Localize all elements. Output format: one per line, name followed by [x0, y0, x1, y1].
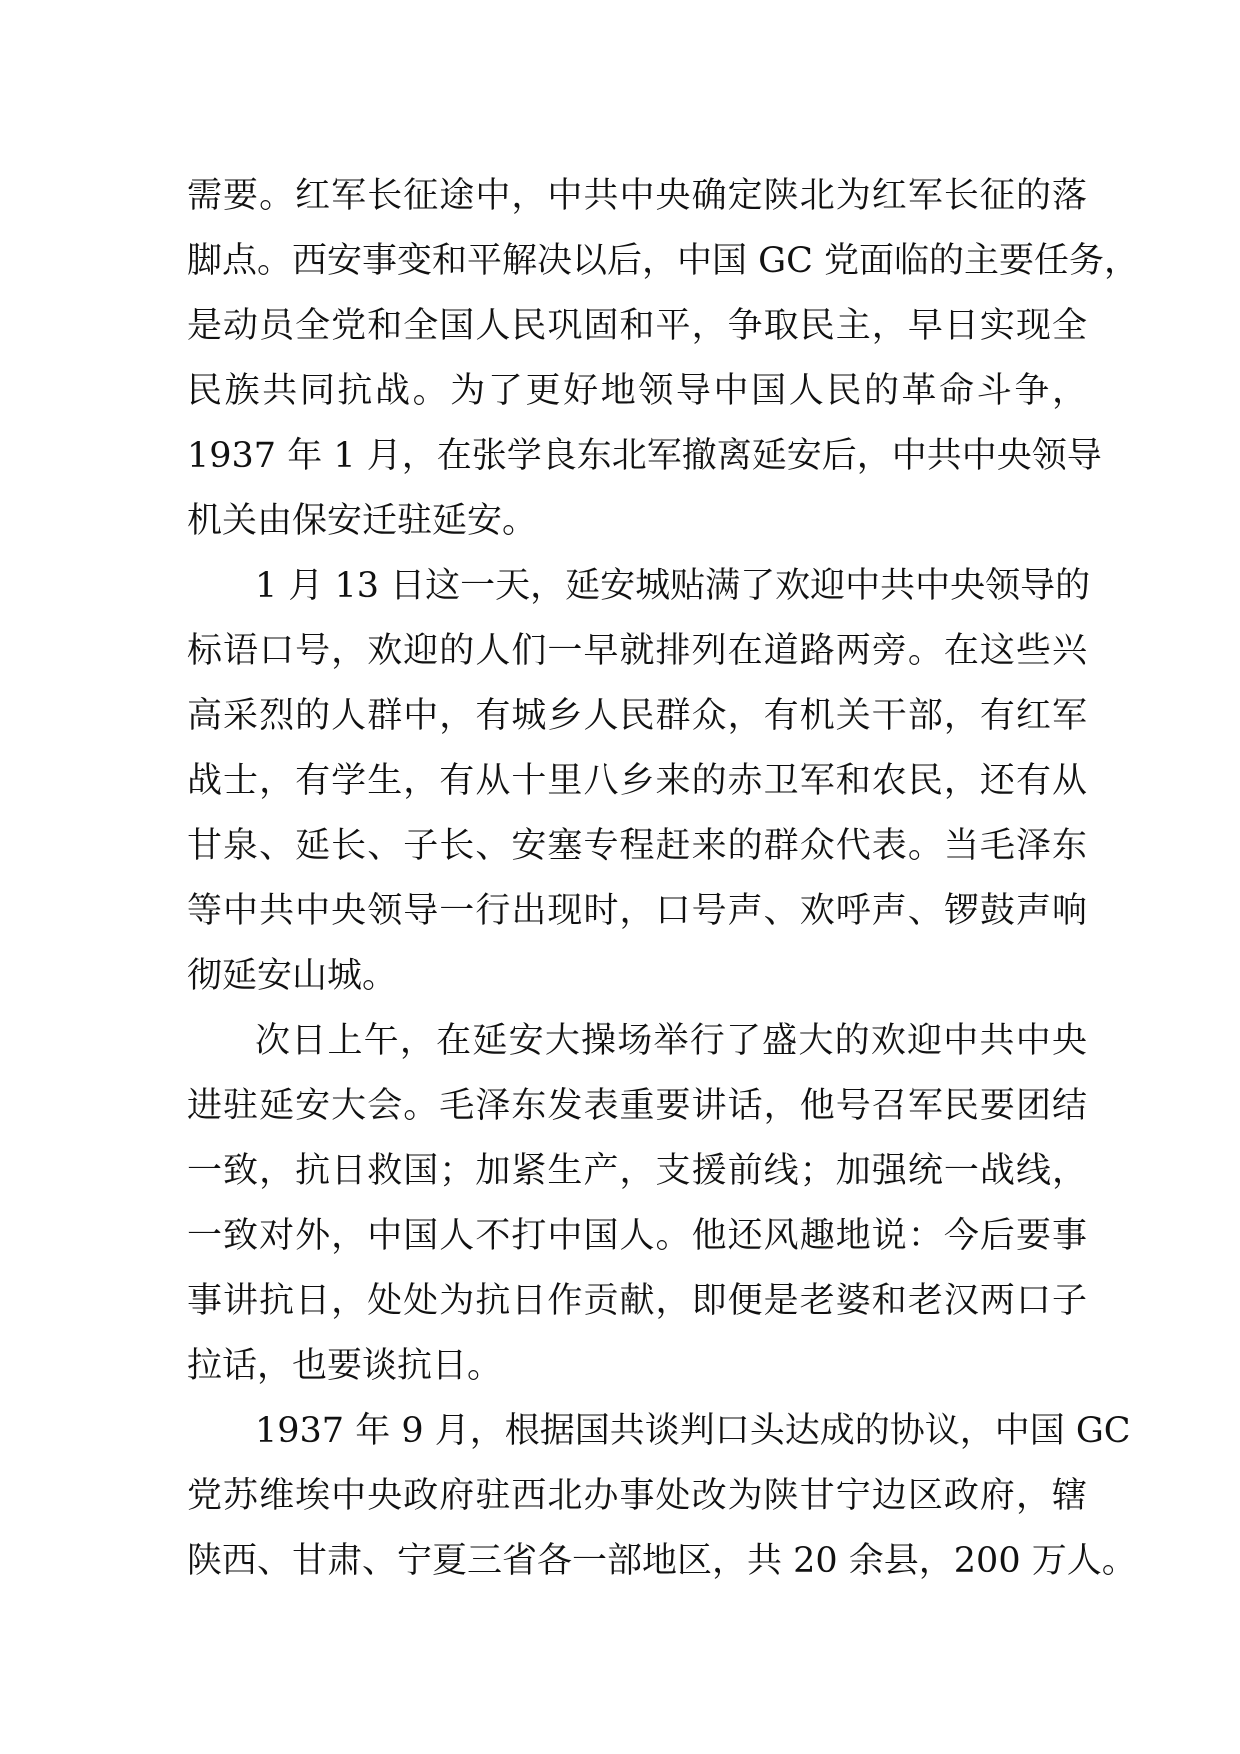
- text-line: 1937 年 9 月，根据国共谈判口头达成的协议，中国 GC: [255, 1411, 1131, 1451]
- text-line: 1937 年 1 月，在张学良东北军撤离延安后，中共中央领导: [187, 436, 1102, 476]
- text-line: 陕西、甘肃、宁夏三省各一部地区，共 20 余县，200 万人。: [187, 1541, 1137, 1581]
- text-line: 一致，抗日救国；加紧生产，支援前线；加强统一战线，: [187, 1151, 1087, 1191]
- text-line: 事讲抗日，处处为抗日作贡献，即便是老婆和老汉两口子: [187, 1281, 1087, 1321]
- text-line: 一致对外，中国人不打中国人。他还风趣地说：今后要事: [187, 1216, 1087, 1256]
- text-line: 是动员全党和全国人民巩固和平，争取民主，早日实现全: [187, 306, 1087, 346]
- text-line: 机关由保安迁驻延安。: [187, 501, 538, 541]
- text-line: 党苏维埃中央政府驻西北办事处改为陕甘宁边区政府，辖: [187, 1476, 1087, 1516]
- body-text: [187, 164, 1139, 1594]
- text-line: 等中共中央领导一行出现时，口号声、欢呼声、锣鼓声响: [187, 891, 1087, 931]
- text-line: 需要。红军长征途中，中共中央确定陕北为红军长征的落: [187, 176, 1087, 216]
- text-line: 甘泉、延长、子长、安塞专程赶来的群众代表。当毛泽东: [187, 826, 1087, 866]
- text-line: 1 月 13 日这一天，延安城贴满了欢迎中共中央领导的: [255, 566, 1091, 606]
- text-line: 脚点。西安事变和平解决以后，中国 GC 党面临的主要任务，: [187, 241, 1139, 281]
- text-line: 高采烈的人群中，有城乡人民群众，有机关干部，有红军: [187, 696, 1087, 736]
- text-line: 次日上午，在延安大操场举行了盛大的欢迎中共中央: [255, 1021, 1087, 1061]
- text-line: 标语口号，欢迎的人们一早就排列在道路两旁。在这些兴: [187, 631, 1087, 671]
- text-line: 民族共同抗战。为了更好地领导中国人民的革命斗争，: [187, 371, 1087, 411]
- text-line: 战士，有学生，有从十里八乡来的赤卫军和农民，还有从: [187, 761, 1087, 801]
- text-line: 拉话，也要谈抗日。: [187, 1346, 503, 1386]
- text-line: 彻延安山城。: [187, 956, 398, 996]
- text-line: 进驻延安大会。毛泽东发表重要讲话，他号召军民要团结: [187, 1086, 1087, 1126]
